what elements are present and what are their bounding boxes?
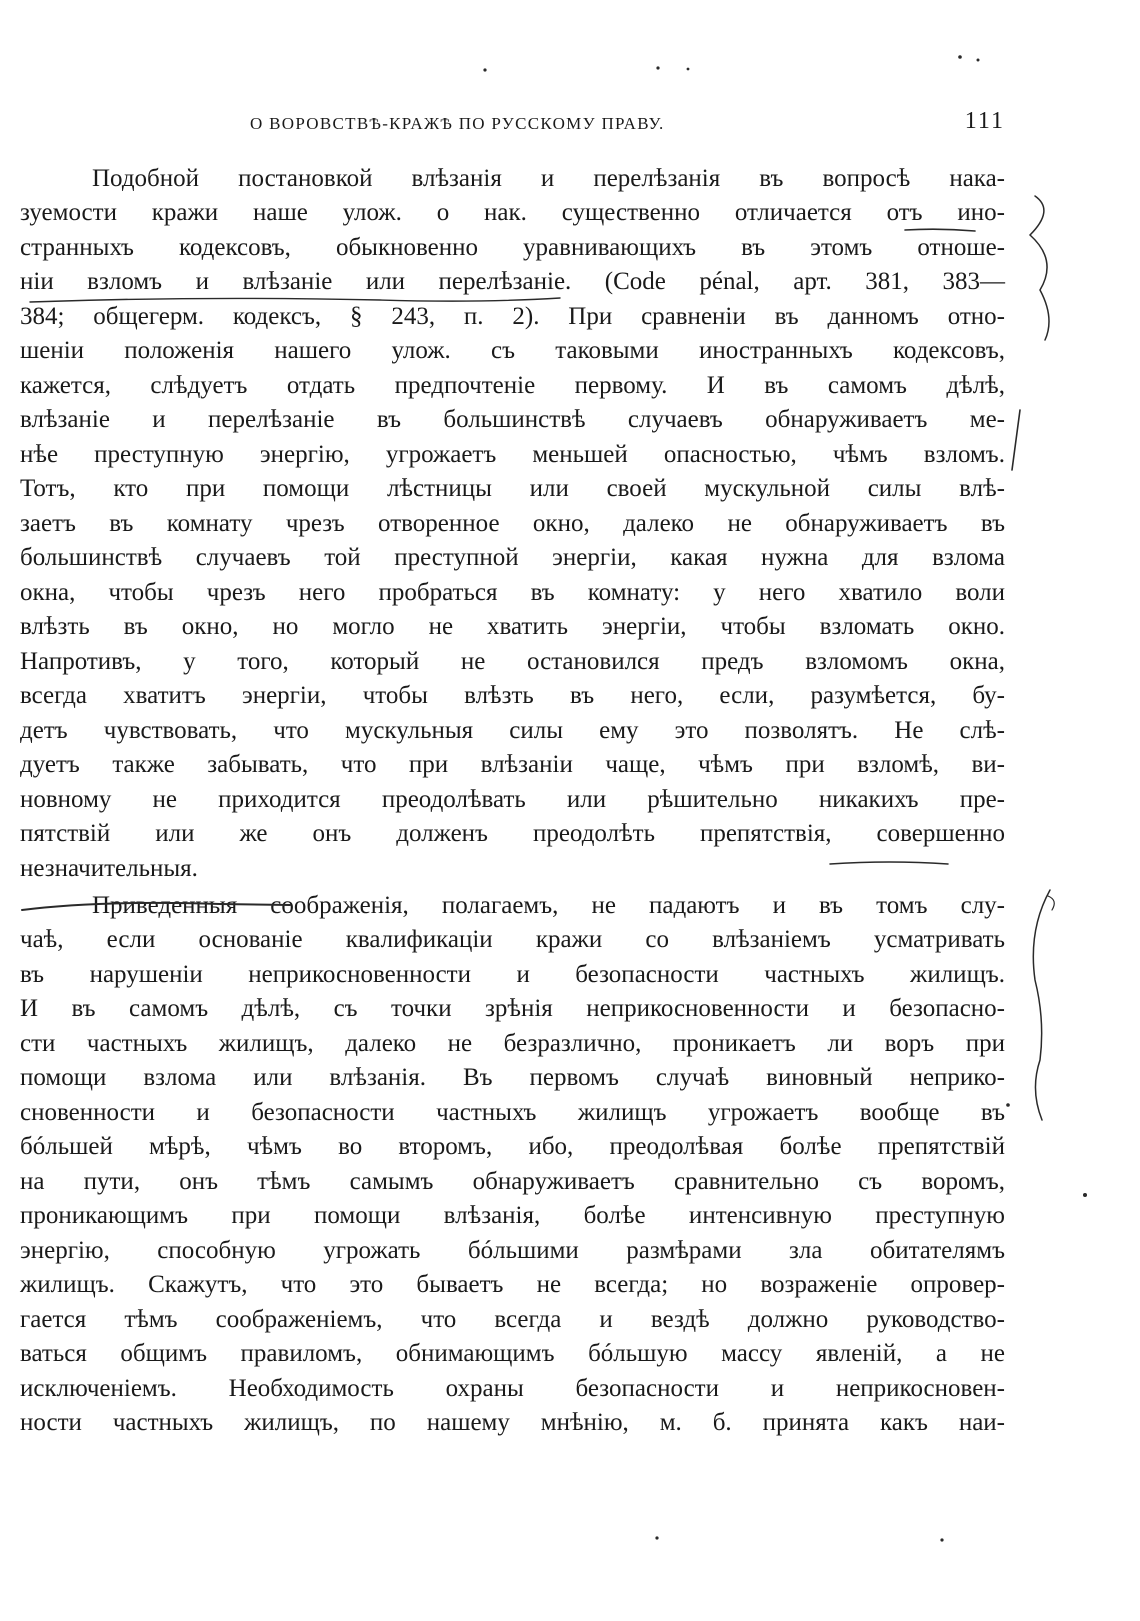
text-line: Приведенныя соображенія, полагаемъ, не падаютъ и въ томъ слу- (92, 892, 1005, 919)
text-line: въ нарушеніи неприкосновенности и безопасности частныхъ жилищъ. (20, 961, 1005, 988)
text-line: 384; общегерм. кодексъ, § 243, п. 2). При сравненіи въ данномъ отно- (20, 303, 1005, 330)
text-line: окна, чтобы чрезъ него пробраться въ комнату: у него хватило воли (20, 579, 1005, 606)
underline-mark (905, 229, 975, 231)
text-line: влѣзть въ окно, но могло не хватить энергіи, чтобы взломать окно. (20, 613, 1005, 640)
text-line: ваться общимъ правиломъ, обнимающимъ бóльшую массу явленій, а не (20, 1340, 1005, 1367)
speck-mark (687, 68, 690, 71)
text-line: помощи взлома или влѣзанія. Въ первомъ случаѣ виновный неприко- (20, 1064, 1005, 1091)
text-line: новному не приходится преодолѣвать или рѣшительно никакихъ пре- (20, 786, 1005, 813)
speck-mark (977, 59, 980, 62)
margin-line-mark (1012, 410, 1020, 470)
text-line: большинствѣ случаевъ той преступной энергіи, какая нужна для взлома (20, 544, 1005, 571)
speck-mark (655, 1536, 658, 1539)
text-line: чаѣ, если основаніе квалификаціи кражи со влѣзаніемъ усматривать (20, 926, 1005, 953)
text-line: дуетъ также забывать, что при влѣзаніи чаще, чѣмъ при взломѣ, ви- (20, 751, 1005, 778)
speck-mark (1006, 1103, 1010, 1107)
text-line: странныхъ кодексовъ, обыкновенно уравнивающихъ въ этомъ отноше- (20, 234, 1005, 261)
running-title: О ВОРОВСТВѢ-КРАЖѢ ПО РУССКОМУ ПРАВУ. (250, 114, 665, 133)
text-line: детъ чувствовать, что мускульныя силы ему это позволятъ. Не слѣ- (20, 717, 1005, 744)
page-header (250, 108, 1005, 144)
speck-mark (940, 1538, 943, 1541)
text-line: заетъ въ комнату чрезъ отворенное окно, далеко не обнаруживаетъ въ (20, 510, 1005, 537)
text-line: бóльшей мѣрѣ, чѣмъ во второмъ, ибо, преодолѣвая болѣе препятствій (20, 1133, 1005, 1160)
text-line: Подобной постановкой влѣзанія и перелѣзанія въ вопросѣ нака- (92, 165, 1005, 192)
text-line: энергію, способную угрожать бóльшими размѣрами зла обитателямъ (20, 1237, 1005, 1264)
text-line: шеніи положенія нашего улож. съ таковыми иностранныхъ кодексовъ, (20, 337, 1005, 364)
text-line: ности частныхъ жилищъ, по нашему мнѣнію, м. б. принята какъ наи- (20, 1409, 1005, 1436)
text-line: пятствій или же онъ долженъ преодолѣть препятствія, совершенно (20, 820, 1005, 847)
text-line: зуемости кражи наше улож. о нак. существенно отличается отъ ино- (20, 199, 1005, 226)
text-line: всегда хватитъ энергіи, чтобы влѣзть въ него, если, разумѣется, бу- (20, 682, 1005, 709)
text-line: на пути, онъ тѣмъ самымъ обнаруживаетъ сравнительно съ воромъ, (20, 1168, 1005, 1195)
text-line: проникающимъ при помощи влѣзанія, болѣе интенсивную преступную (20, 1202, 1005, 1229)
text-line: сновенности и безопасности частныхъ жилищъ угрожаетъ вообще въ (20, 1099, 1005, 1126)
speck-mark (958, 55, 962, 59)
text-line: незначительныя. (20, 855, 198, 882)
text-line: нѣе преступную энергію, угрожаетъ меньшей опасностью, чѣмъ взломъ. (20, 441, 1005, 468)
page-number: 111 (964, 108, 1005, 134)
speck-mark (483, 68, 486, 71)
speck-mark (1083, 1193, 1087, 1197)
text-line: гается тѣмъ соображеніемъ, что всегда и вездѣ должно руководство- (20, 1306, 1005, 1333)
text-line: исключеніемъ. Необходимость охраны безопасности и неприкосновен- (20, 1375, 1005, 1402)
text-line: влѣзаніе и перелѣзаніе въ большинствѣ случаевъ обнаруживаетъ ме- (20, 406, 1005, 433)
text-line: И въ самомъ дѣлѣ, съ точки зрѣнія неприкосновенности и безопасно- (20, 995, 1005, 1022)
text-line: Напротивъ, у того, который не остановился предъ взломомъ окна, (20, 648, 1005, 675)
text-line: жилищъ. Скажутъ, что это бываетъ не всегда; но возраженіе опровер- (20, 1271, 1005, 1298)
text-line: Тотъ, кто при помощи лѣстницы или своей мускульной силы влѣ- (20, 475, 1005, 502)
margin-bracket-mark (1033, 890, 1050, 1120)
text-line: сти частныхъ жилищъ, далеко не безразлично, проникаетъ ли воръ при (20, 1030, 1005, 1057)
text-line: ніи взломъ и влѣзаніе или перелѣзаніе. (Code pénal, арт. 381, 383— (20, 268, 1005, 295)
text-line: кажется, слѣдуетъ отдать предпочтеніе первому. И въ самомъ дѣлѣ, (20, 372, 1005, 399)
margin-bracket-mark (1030, 196, 1049, 340)
speck-mark (656, 66, 659, 69)
margin-bracket-mark (1048, 896, 1054, 910)
